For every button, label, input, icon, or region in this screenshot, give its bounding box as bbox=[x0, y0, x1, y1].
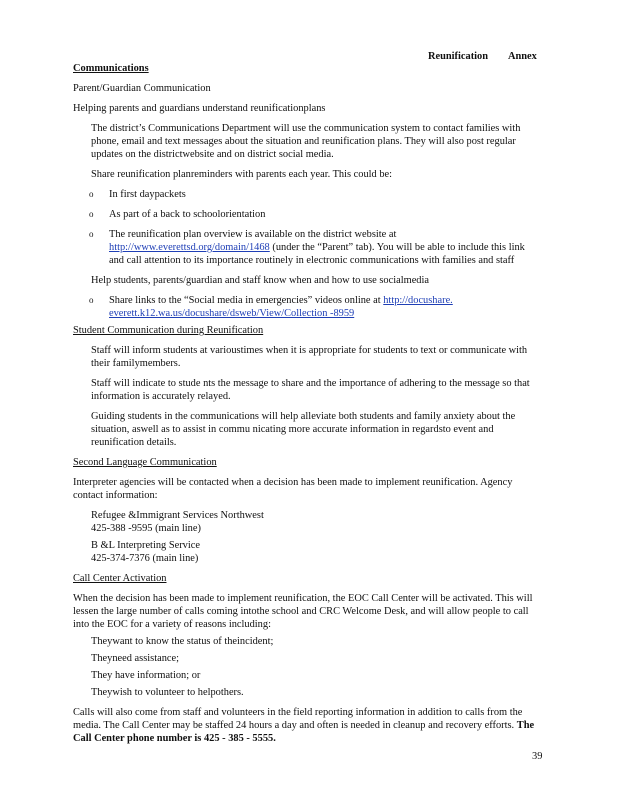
page-number: 39 bbox=[532, 751, 543, 762]
list-item bbox=[73, 377, 539, 403]
parent-guardian-subheading: Parent/Guardian Communication bbox=[73, 83, 211, 94]
list-item bbox=[73, 344, 539, 370]
reason-text: Theyneed assistance; bbox=[91, 653, 179, 664]
reason-text: They have information; or bbox=[91, 670, 201, 681]
list-item bbox=[73, 168, 539, 181]
docushare-link[interactable]: http://docushare. everett.k12.wa.us/docushare/dsweb/View/Collection -8959 bbox=[109, 295, 453, 319]
header-title: Reunification bbox=[428, 51, 489, 62]
list-item-text: Share reunification planreminders with parents each year. This could be: bbox=[91, 169, 393, 180]
call-center-heading: Call Center Activation bbox=[73, 573, 167, 584]
circle-bullet-icon: o bbox=[89, 209, 94, 219]
circle-bullet-icon: o bbox=[89, 189, 94, 199]
language-heading: Second Language Communication bbox=[73, 457, 217, 468]
circle-bullet-icon: o bbox=[89, 229, 94, 239]
reason-item bbox=[73, 652, 539, 665]
circle-bullet-icon: o bbox=[89, 295, 94, 305]
sub-list-item bbox=[73, 208, 539, 221]
list-item bbox=[73, 410, 539, 449]
list-item-text: Help students, parents/guardian and staff know when and how to use socialmedia bbox=[91, 275, 429, 286]
overview-text-end: (under the “Parent” tab). You will be able to include this link and call attention to its importance routinely in electronic communications with families and staff bbox=[109, 242, 525, 266]
agency-phone: 425-388 -9595 (main line) bbox=[91, 523, 201, 534]
header-annex: Annex bbox=[508, 51, 537, 62]
sub-item-text: As part of a back to schoolorientation bbox=[109, 209, 266, 220]
list-item-text: Staff will inform students at varioustimes when it is appropriate for students to text or communicate with their familymembers. bbox=[91, 345, 528, 369]
reason-item bbox=[73, 686, 539, 699]
list-item bbox=[73, 274, 539, 287]
agency-phone: 425-374-7376 (main line) bbox=[91, 553, 199, 564]
reason-text: Theywish to volunteer to helpothers. bbox=[91, 687, 244, 698]
document-body bbox=[73, 62, 539, 745]
communications-heading: Communications bbox=[73, 63, 149, 74]
sub-item-text: In first daypackets bbox=[109, 189, 186, 200]
agency-item bbox=[73, 509, 539, 535]
sub-list-item bbox=[73, 188, 539, 201]
share-text: Share links to the “Social media in emergencies” videos online at bbox=[109, 295, 381, 306]
reason-item bbox=[73, 669, 539, 682]
student-heading: Student Communication during Reunification bbox=[73, 325, 264, 336]
call-center-intro: When the decision has been made to implement reunification, the EOC Call Center will be activated. This will lessen the large number of calls coming intothe school and CRC Welcome Desk, and will allow people to call into the EOC for a variety of reasons including: bbox=[73, 593, 533, 630]
list-item-text: Staff will indicate to stude nts the message to share and the importance of adhering to the message so that information is accurately relayed. bbox=[91, 378, 530, 402]
list-item bbox=[73, 122, 539, 161]
reason-text: Theywant to know the status of theincident; bbox=[91, 636, 274, 647]
district-website-link[interactable]: http://www.everettsd.org/domain/1468 bbox=[109, 242, 270, 253]
language-intro: Interpreter agencies will be contacted when a decision has been made to implement reunification. Agency contact information: bbox=[73, 477, 513, 501]
agency-item bbox=[73, 539, 539, 565]
list-item-text: The district’s Communications Department will use the communication system to contact families with phone, email and text messages about the situation and reunification plans. They will also post regular updates on the districtwebsite and on district social media. bbox=[91, 123, 521, 160]
reason-item bbox=[73, 635, 539, 648]
call-center-closing bbox=[73, 706, 539, 745]
closing-text: Calls will also come from staff and volunteers in the field reporting information in addition to calls from the media. The Call Center may be staffed 24 hours a day and often is needed in cleanup and recovery efforts. bbox=[73, 707, 523, 731]
overview-text-start: The reunification plan overview is available on the district website at bbox=[109, 229, 397, 240]
agency-name: B &L Interpreting Service bbox=[91, 540, 200, 551]
sub-list-item bbox=[73, 294, 539, 320]
agency-name: Refugee &Immigrant Services Northwest bbox=[91, 510, 264, 521]
list-item-text: Guiding students in the communications will help alleviate both students and family anxiety about the situation, aswell as to assist in commu nicating more accurate information in regardsto event and reunification details. bbox=[91, 411, 516, 448]
call-center-phone: The Call Center phone number is 425 - 385 - 5555. bbox=[73, 720, 535, 744]
sub-list-item bbox=[73, 228, 539, 267]
intro-text: Helping parents and guardians understand reunificationplans bbox=[73, 103, 326, 114]
